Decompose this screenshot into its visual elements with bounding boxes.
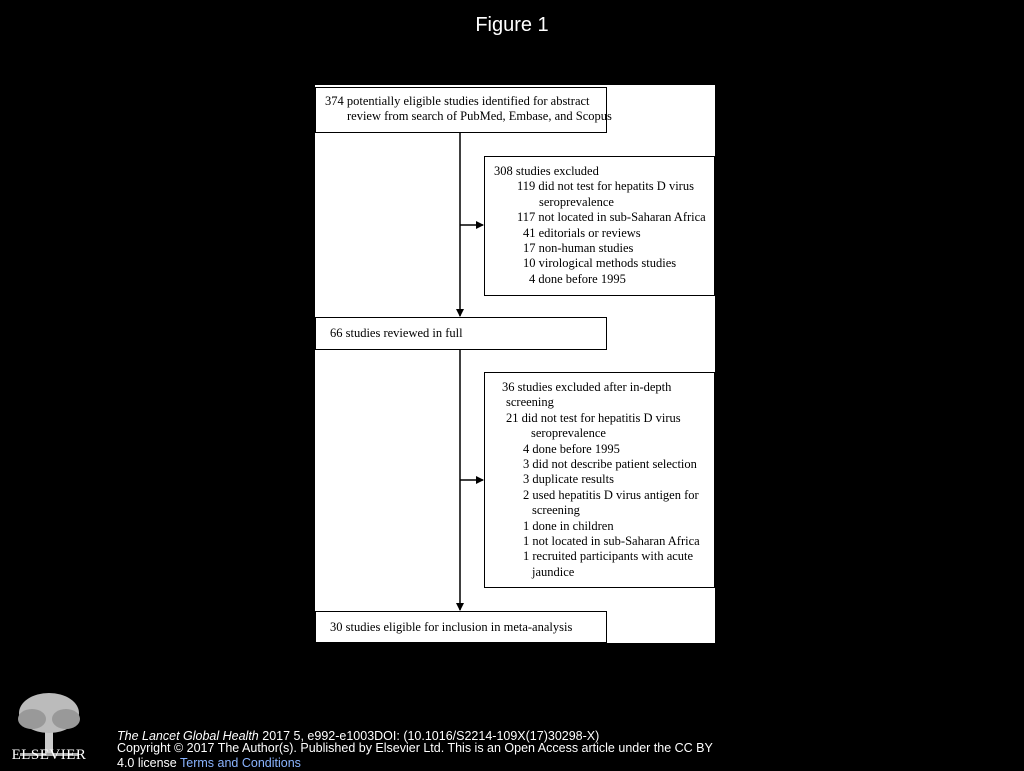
reviewed-box (315, 317, 607, 350)
excluded-line: screening (532, 503, 580, 518)
terms-link[interactable]: Terms and Conditions (180, 756, 301, 770)
excluded-line: 10 virological methods studies (523, 256, 677, 271)
excluded-line: 1 done in children (523, 518, 614, 533)
excluded-line: 3 duplicate results (523, 472, 614, 487)
excluded-line: 2 used hepatitis D virus antigen for (523, 487, 699, 502)
excluded-line: 117 not located in sub-Saharan Africa (517, 210, 706, 225)
excluded-line: 4 done before 1995 (529, 271, 626, 286)
identified-line: 374 potentially eligible studies identified for abstract (325, 94, 590, 108)
excluded-line: jaundice (532, 564, 575, 579)
excluded-line: 308 studies excluded (494, 164, 599, 178)
excluded-line: screening (506, 395, 554, 410)
publisher-logo-text: ELSEVIER (11, 747, 87, 763)
excluded-line: 4 done before 1995 (523, 441, 620, 456)
excluded-line: 119 did not test for hepatits D virus (517, 179, 694, 194)
excluded-line: 17 non-human studies (523, 241, 634, 256)
excluded-line: seroprevalence (531, 426, 606, 441)
excluded-line: seroprevalence (539, 194, 614, 209)
footer-copyright (117, 741, 717, 771)
excluded-line: 1 not located in sub-Saharan Africa (523, 534, 700, 549)
included-line: 30 studies eligible for inclusion in meta-analysis (330, 620, 573, 634)
excluded-line: 3 did not describe patient selection (523, 457, 697, 472)
excluded-box-1 (484, 156, 715, 296)
excluded-line: 41 editorials or reviews (523, 225, 641, 240)
citation-text: 2017 5, e992-e1003DOI: (10.1016/S2214-109X(17)30298-X) (258, 729, 600, 743)
reviewed-line: 66 studies reviewed in full (330, 326, 463, 340)
excluded-box-2 (484, 372, 715, 588)
journal-name: The Lancet Global Health (117, 729, 259, 743)
slide-title: Figure 1 (475, 14, 549, 36)
identified-line: review from search of PubMed, Embase, and Scopus (347, 109, 612, 124)
included-box (315, 611, 607, 643)
excluded-line: 21 did not test for hepatitis D virus (506, 410, 681, 425)
excluded-line: 1 recruited participants with acute (523, 549, 694, 564)
identified-box (315, 87, 612, 133)
excluded-line: 36 studies excluded after in-depth (502, 380, 672, 394)
copyright-text: Copyright © 2017 The Author(s). Published by Elsevier Ltd. This is an Open Access article under the CC BY 4.0 license (117, 741, 713, 770)
